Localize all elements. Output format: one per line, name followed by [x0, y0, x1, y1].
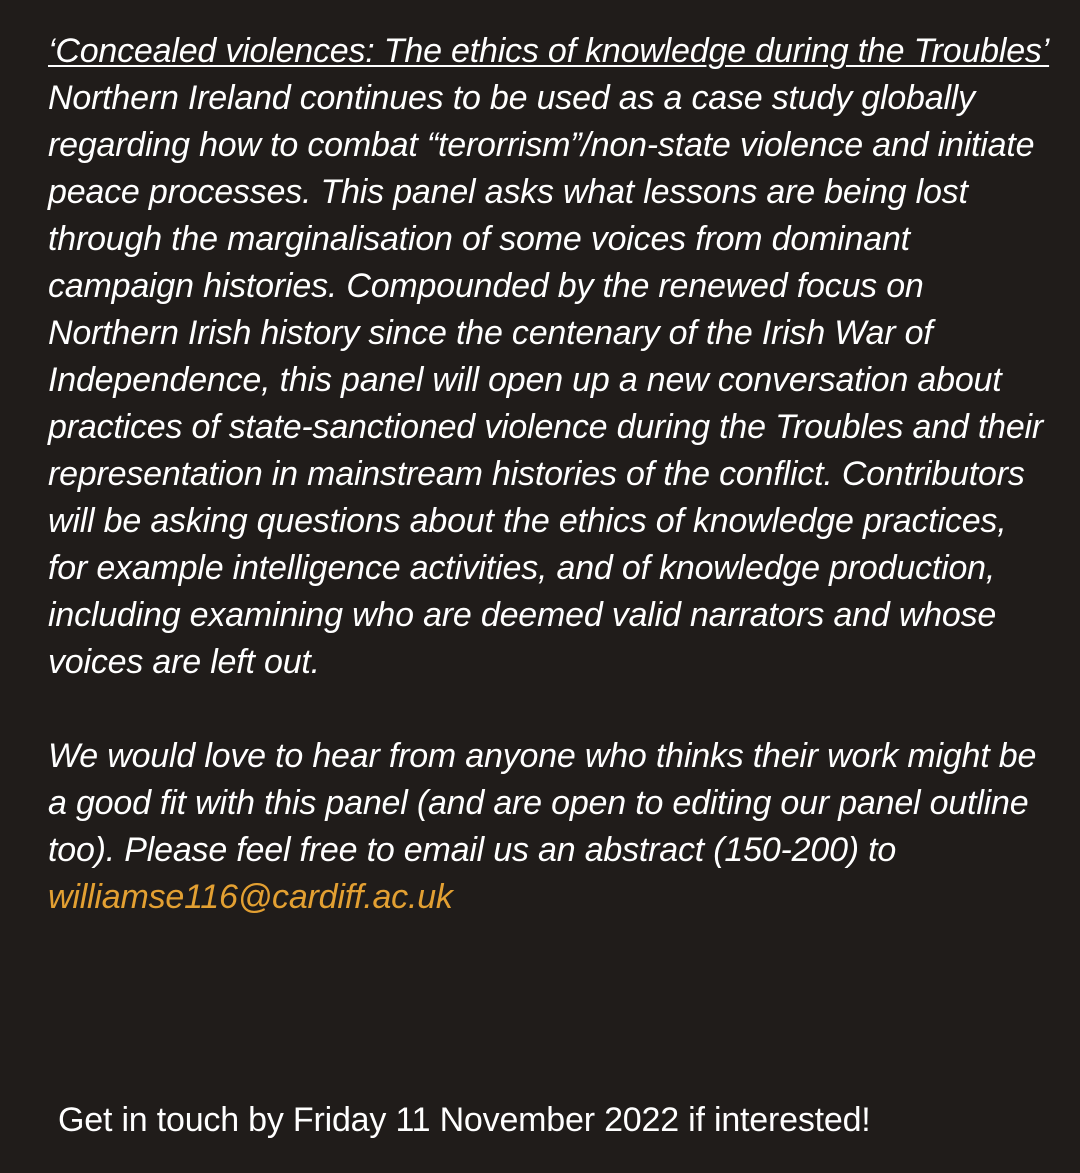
document-title: ‘Concealed violences: The ethics of knowledge during the Troubles’: [48, 32, 1050, 70]
document-body: [48, 28, 1053, 921]
invite-text: We would love to hear from anyone who thinks their work might be a good fit with this panel (and are open to editing our panel outline too). Please feel free to email us an abstract (150-200) to: [48, 737, 1037, 869]
email-link[interactable]: williamse116@cardiff.ac.uk: [48, 878, 453, 916]
paragraph-spacer: [48, 686, 1053, 733]
panel-description: Northern Ireland continues to be used as a case study globally regarding how to combat “terorrism”/non-state violence and initiate peace processes. This panel asks what lessons are being lost through the marginalisation of some voices from dominant campaign histories. Compounded by the renewed focus on Northern Irish history since the centenary of the Irish War of Independence, this panel will open up a new conversation about practices of state-sanctioned violence during the Troubles and their representation in mainstream histories of the conflict. Contributors will be asking questions about the ethics of knowledge practices, for example intelligence activities, and of knowledge production, including examining who are deemed valid narrators and whose voices are left out.: [48, 79, 1044, 681]
call-for-abstracts: [48, 733, 1053, 921]
deadline-note: Get in touch by Friday 11 November 2022 if interested!: [58, 1101, 871, 1139]
